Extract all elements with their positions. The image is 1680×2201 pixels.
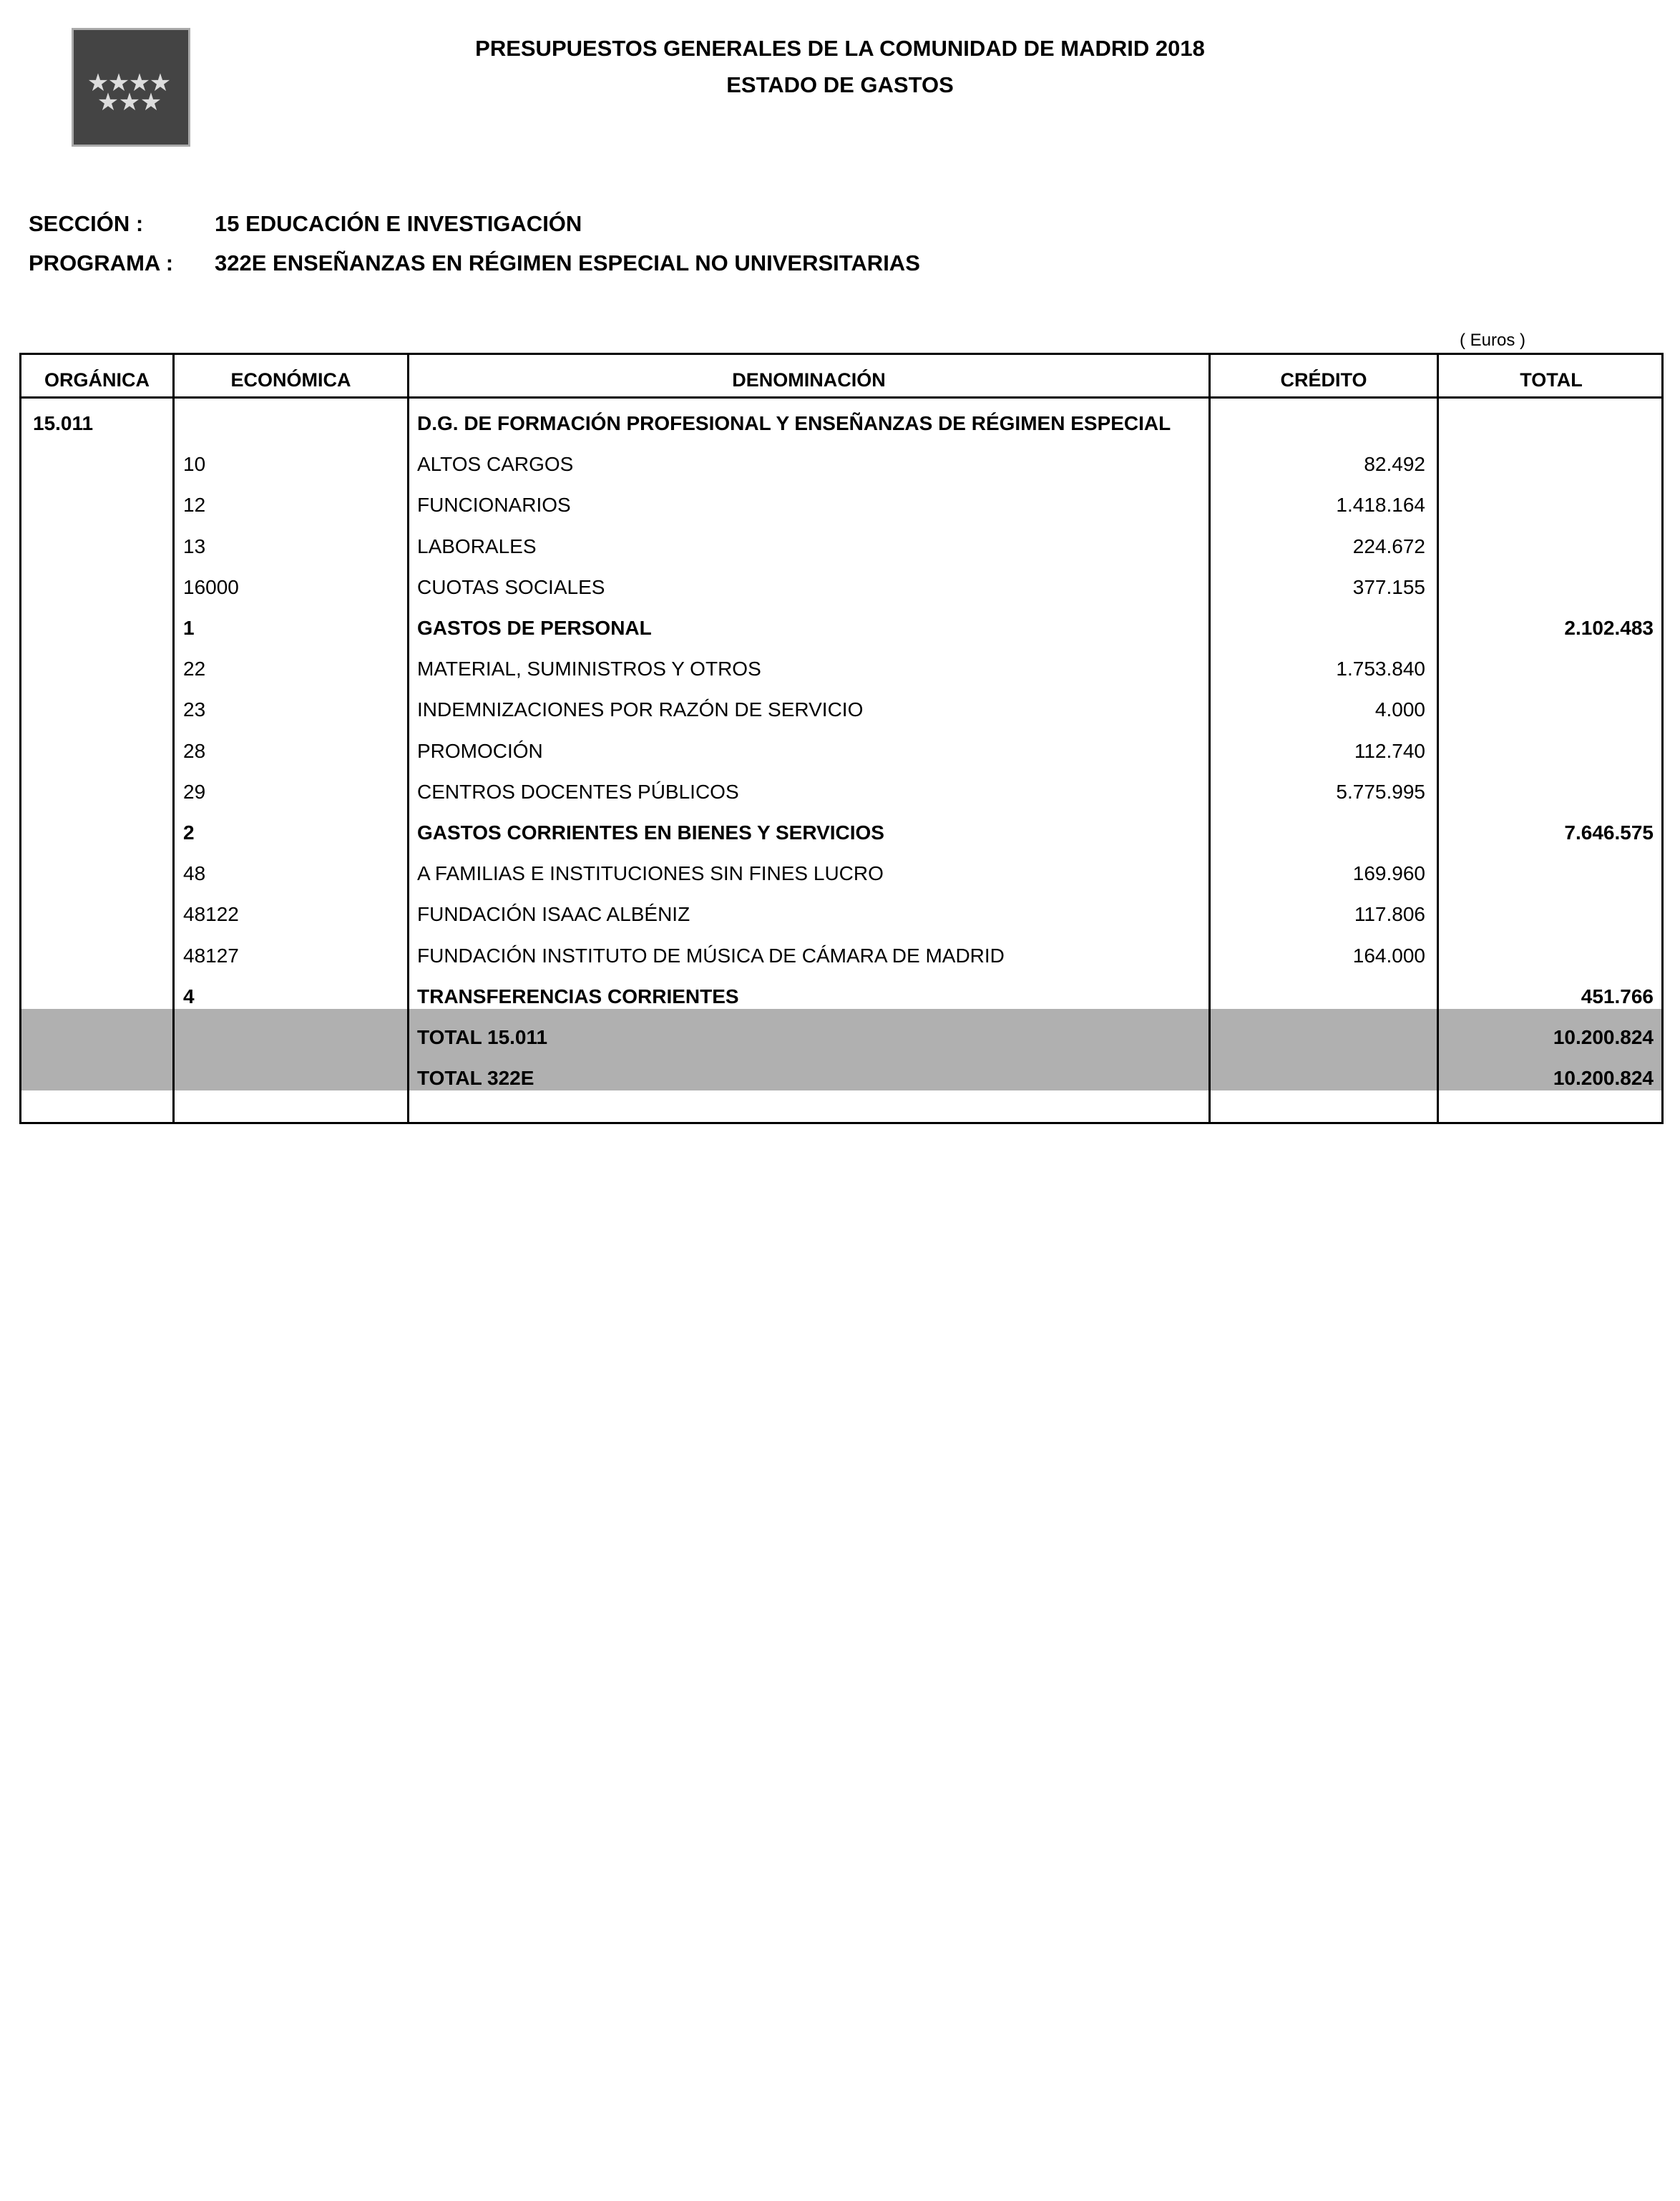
table-cell-total xyxy=(1439,689,1654,730)
table-cell-credito xyxy=(1211,1058,1425,1098)
table-cell-total xyxy=(1439,484,1654,525)
seccion-value: 15 EDUCACIÓN E INVESTIGACIÓN xyxy=(215,211,582,236)
table-cell-organica xyxy=(33,894,169,934)
table-cell-economica: 48122 xyxy=(183,903,239,926)
table-cell-economica: 22 xyxy=(183,658,206,680)
table-cell-organica xyxy=(33,648,169,689)
table-cell-total xyxy=(1439,771,1654,812)
svg-text:★: ★ xyxy=(140,88,162,117)
document-subtitle: ESTADO DE GASTOS xyxy=(726,72,954,97)
table-cell-organica xyxy=(33,689,169,730)
table-cell-organica xyxy=(33,812,169,853)
svg-text:★: ★ xyxy=(87,69,109,97)
table-cell-credito xyxy=(1211,1017,1425,1058)
table-cell-credito: 4.000 xyxy=(1374,698,1425,721)
table-cell-credito xyxy=(1211,812,1425,853)
table-cell-total: 10.200.824 xyxy=(1553,1026,1654,1048)
table-cell-denominacion: MATERIAL, SUMINISTROS Y OTROS xyxy=(417,658,761,680)
table-cell-credito: 112.740 xyxy=(1354,739,1425,762)
table-cell-economica: 28 xyxy=(183,739,206,762)
svg-text:★: ★ xyxy=(128,69,151,97)
table-cell-denominacion: FUNDACIÓN INSTITUTO DE MÚSICA DE CÁMARA DE MADRID xyxy=(417,944,1005,967)
table-cell-organica xyxy=(33,935,169,976)
table-cell-organica xyxy=(33,484,169,525)
table-cell-total: 2.102.483 xyxy=(1564,617,1654,639)
header-divider xyxy=(21,396,1661,399)
table-cell-credito xyxy=(1211,403,1425,444)
table-cell-economica xyxy=(183,1017,398,1058)
table-cell-denominacion: CUOTAS SOCIALES xyxy=(417,575,605,598)
table-cell-economica: 23 xyxy=(183,698,206,721)
table-cell-denominacion: FUNCIONARIOS xyxy=(417,494,571,517)
table-cell-denominacion: GASTOS CORRIENTES EN BIENES Y SERVICIOS xyxy=(417,821,884,844)
table-cell-economica: 10 xyxy=(183,453,206,476)
table-cell-economica: 2 xyxy=(183,821,195,844)
table-cell-organica xyxy=(33,444,169,484)
table-cell-total xyxy=(1439,935,1654,976)
svg-text:★: ★ xyxy=(97,88,119,117)
column-header-organica: ORGÁNICA xyxy=(44,369,150,391)
table-cell-credito xyxy=(1211,976,1425,1017)
table-cell-organica xyxy=(33,526,169,567)
svg-text:★: ★ xyxy=(149,69,172,97)
table-cell-economica: 1 xyxy=(183,617,195,639)
table-cell-total: 10.200.824 xyxy=(1553,1067,1654,1090)
column-header-credito: CRÉDITO xyxy=(1280,369,1367,391)
table-cell-credito: 169.960 xyxy=(1352,862,1425,885)
document-title: PRESUPUESTOS GENERALES DE LA COMUNIDAD DE MADRID 2018 xyxy=(475,36,1205,61)
table-cell-credito: 5.775.995 xyxy=(1336,780,1425,803)
table-cell-total xyxy=(1439,731,1654,771)
column-header-total: TOTAL xyxy=(1520,369,1583,391)
table-cell-credito: 164.000 xyxy=(1352,944,1425,967)
table-cell-organica xyxy=(33,1017,169,1058)
table-cell-denominacion: A FAMILIAS E INSTITUCIONES SIN FINES LUCRO xyxy=(417,862,884,885)
table-cell-economica: 4 xyxy=(183,985,195,1007)
table-cell-credito: 1.753.840 xyxy=(1336,658,1425,680)
table-cell-total xyxy=(1439,648,1654,689)
table-cell-economica xyxy=(183,403,398,444)
table-cell-total: 7.646.575 xyxy=(1564,821,1654,844)
table-cell-organica: 15.011 xyxy=(33,412,94,434)
table-cell-economica: 48127 xyxy=(183,944,239,967)
table-cell-denominacion: TOTAL 15.011 xyxy=(417,1026,548,1048)
table-cell-economica xyxy=(183,1058,398,1098)
table-cell-organica xyxy=(33,731,169,771)
table-cell-denominacion: PROMOCIÓN xyxy=(417,739,543,762)
column-header-denominacion: DENOMINACIÓN xyxy=(732,369,886,391)
programa-value: 322E ENSEÑANZAS EN RÉGIMEN ESPECIAL NO UNIVERSITARIAS xyxy=(215,250,920,275)
table-cell-denominacion: INDEMNIZACIONES POR RAZÓN DE SERVICIO xyxy=(417,698,864,721)
table-cell-total xyxy=(1439,567,1654,607)
table-cell-organica xyxy=(33,607,169,648)
units-label: ( Euros ) xyxy=(1460,331,1526,350)
table-cell-credito: 377.155 xyxy=(1352,575,1425,598)
table-cell-total xyxy=(1439,403,1654,444)
svg-text:★: ★ xyxy=(107,69,130,97)
table-cell-organica xyxy=(33,771,169,812)
table-cell-economica: 12 xyxy=(183,494,206,517)
table-cell-credito xyxy=(1211,607,1425,648)
table-cell-credito: 1.418.164 xyxy=(1336,494,1425,517)
table-cell-denominacion: D.G. DE FORMACIÓN PROFESIONAL Y ENSEÑANZAS DE RÉGIMEN ESPECIAL xyxy=(417,412,1171,434)
table-cell-total xyxy=(1439,894,1654,934)
column-divider xyxy=(407,355,409,1122)
column-divider xyxy=(172,355,175,1122)
table-cell-organica xyxy=(33,976,169,1017)
table-cell-denominacion: GASTOS DE PERSONAL xyxy=(417,617,652,639)
table-cell-economica: 29 xyxy=(183,780,206,803)
column-header-economica: ECONÓMICA xyxy=(230,369,351,391)
table-cell-denominacion: FUNDACIÓN ISAAC ALBÉNIZ xyxy=(417,903,690,926)
table-cell-total: 451.766 xyxy=(1581,985,1654,1007)
table-cell-economica: 13 xyxy=(183,535,206,557)
programa-label: PROGRAMA : xyxy=(29,250,174,275)
table-cell-total xyxy=(1439,853,1654,894)
table-cell-credito: 82.492 xyxy=(1364,453,1425,476)
table-cell-total xyxy=(1439,526,1654,567)
table-cell-credito: 224.672 xyxy=(1352,535,1425,557)
table-cell-organica xyxy=(33,853,169,894)
table-cell-credito: 117.806 xyxy=(1354,903,1425,926)
table-cell-denominacion: TOTAL 322E xyxy=(417,1067,534,1090)
table-cell-economica: 16000 xyxy=(183,575,239,598)
table-cell-denominacion: CENTROS DOCENTES PÚBLICOS xyxy=(417,780,739,803)
svg-text:★: ★ xyxy=(118,88,141,117)
table-cell-denominacion: LABORALES xyxy=(417,535,537,557)
table-cell-economica: 48 xyxy=(183,862,206,885)
seccion-label: SECCIÓN : xyxy=(29,211,144,236)
table-cell-organica xyxy=(33,567,169,607)
table-cell-total xyxy=(1439,444,1654,484)
table-cell-denominacion: ALTOS CARGOS xyxy=(417,453,574,476)
table-cell-denominacion: TRANSFERENCIAS CORRIENTES xyxy=(417,985,739,1007)
table-cell-organica xyxy=(33,1058,169,1098)
budget-table xyxy=(19,353,1664,1124)
